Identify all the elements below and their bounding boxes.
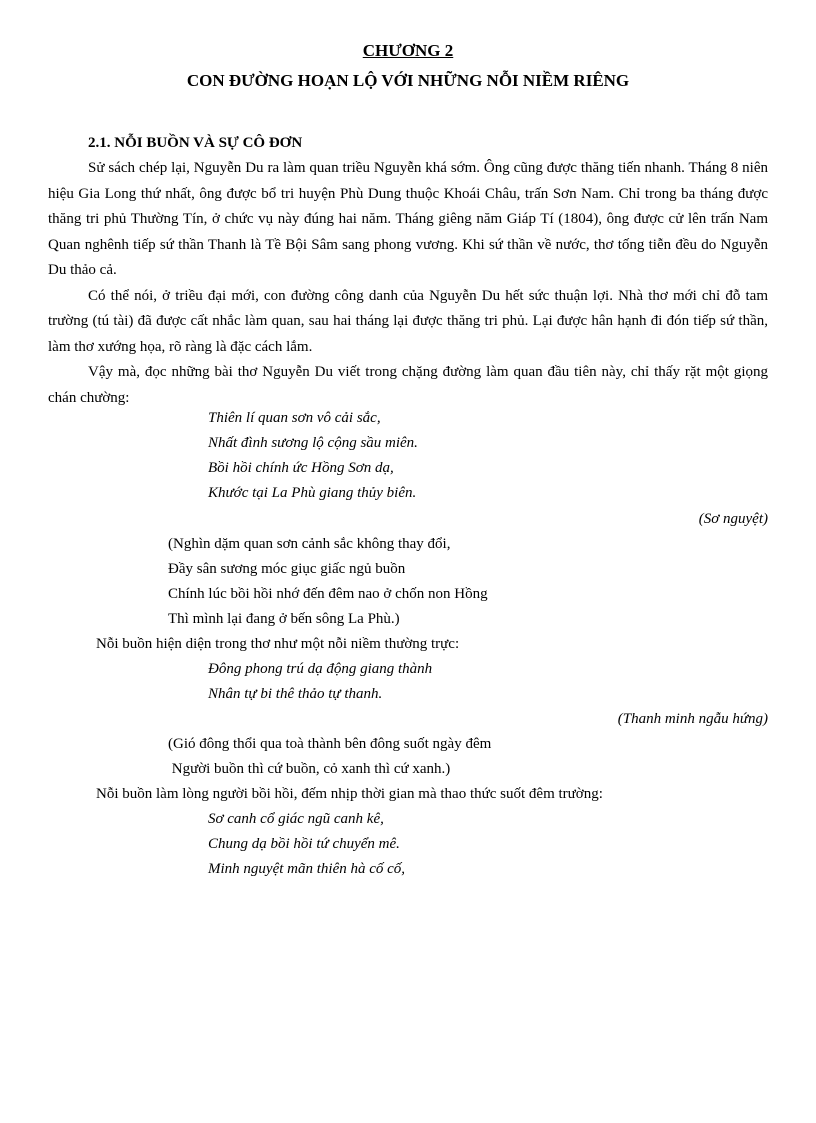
poem-line: Đông phong trú dạ động giang thành <box>208 661 433 677</box>
poem-line: Chung dạ bồi hồi tứ chuyển mê. <box>208 836 400 852</box>
translation-line: Người buồn thì cứ buồn, cỏ xanh thì cứ xanh.) <box>168 761 451 777</box>
translation-line: (Gió đông thổi qua toà thành bên đông suốt ngày đêm <box>168 736 492 752</box>
poem-attribution: (Sơ nguyệt) <box>698 511 768 527</box>
translation-line: Chính lúc bồi hồi nhớ đến đêm nao ở chốn non Hồng <box>168 586 488 602</box>
translation-line: (Nghìn dặm quan sơn cảnh sắc không thay đổi, <box>168 536 451 552</box>
section-heading: 2.1. NỖI BUỒN VÀ SỰ CÔ ĐƠN <box>88 135 303 151</box>
lead-text: Nỗi buồn làm lòng người bồi hồi, đếm nhịp thời gian mà thao thức suốt đêm trường: <box>96 786 603 802</box>
poem-line: Bồi hồi chính ức Hồng Sơn dạ, <box>208 460 394 476</box>
paragraph: Sử sách chép lại, Nguyễn Du ra làm quan triều Nguyễn khá sớm. Ông cũng được thăng tiến nhanh. Tháng 8 niên hiệu Gia Long thứ nhất, ông được bổ tri huyện Phù Dung thuộc Khoái Châu, trấn Sơn Nam. Chỉ trong ba tháng được thăng tri phủ Thường Tín, ở chức vụ này đúng hai năm. Tháng giêng năm Giáp Tí (1804), ông được cử lên trấn Nam Quan nghênh tiếp sứ thần Thanh là Tề Bội Sâm sang phong vương. Khi sứ thần về nước, thơ tống tiễn đều do Nguyễn Du thảo cả. <box>48 160 768 278</box>
poem-line: Nhân tự bi thê thảo tự thanh. <box>208 686 383 702</box>
poem-line: Khước tại La Phù giang thủy biên. <box>208 485 417 501</box>
poem-attribution: (Thanh minh ngẫu hứng) <box>617 711 768 727</box>
poem-line: Nhất đình sương lộ cộng sầu miên. <box>208 435 418 451</box>
chapter-title: CON ĐƯỜNG HOẠN LỘ VỚI NHỮNG NỖI NIỀM RIÊNG <box>186 71 630 90</box>
chapter-label: CHƯƠNG 2 <box>362 41 454 60</box>
poem-line: Minh nguyệt mãn thiên hà cố cố, <box>208 861 406 877</box>
poem-line: Thiên lí quan sơn vô cải sắc, <box>208 410 381 426</box>
paragraph: Có thể nói, ở triều đại mới, con đường công danh của Nguyễn Du hết sức thuận lợi. Nhà thơ mới chỉ đỗ tam trường (tú tài) đã được cất nhắc làm quan, sau hai tháng lại được thăng tri phủ. Lại được hân hạnh đi đón tiếp sứ thần, làm thơ xướng họa, rõ ràng là đặc cách lắm. <box>48 287 768 355</box>
paragraph: Vậy mà, đọc những bài thơ Nguyễn Du viết trong chặng đường làm quan đầu tiên này, chỉ thấy rặt một giọng chán chường: <box>48 364 768 406</box>
body-text <box>48 156 768 411</box>
translation-line: Đầy sân sương móc giục giấc ngủ buồn <box>168 561 406 577</box>
translation-line: Thì mình lại đang ở bến sông La Phù.) <box>168 611 400 627</box>
lead-text: Nỗi buồn hiện diện trong thơ như một nỗi niềm thường trực: <box>96 636 460 652</box>
poem-line: Sơ canh cổ giác ngũ canh kê, <box>208 811 384 827</box>
